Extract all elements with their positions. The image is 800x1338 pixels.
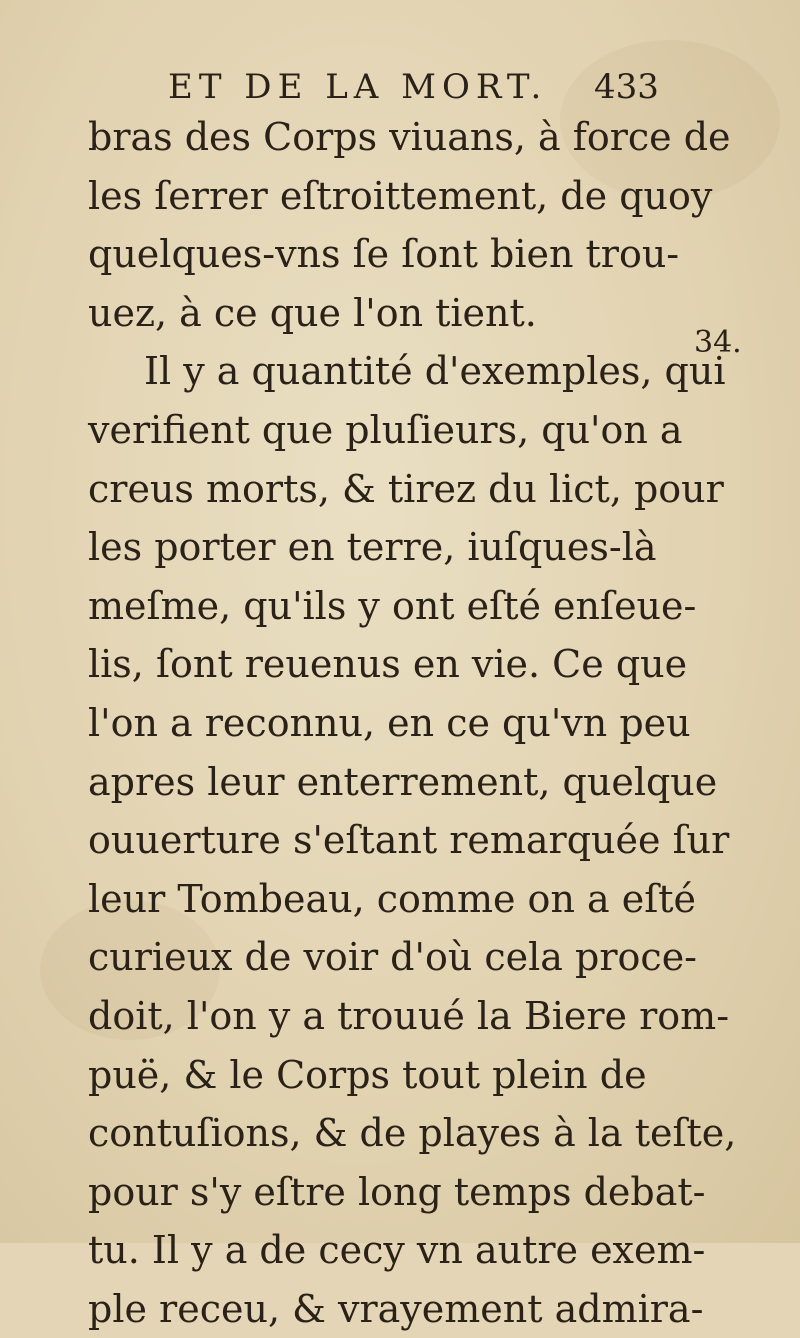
text-line: ouuerture s'eſtant remarquée ſur — [88, 818, 730, 863]
text-line: meſme, qu'ils y ont eſté enſeue- — [88, 583, 697, 628]
text-line: doit, l'on y a trouué la Biere rom- — [88, 993, 730, 1038]
text-line: pour s'y eſtre long temps debat- — [88, 1169, 706, 1214]
text-line: quelques-vns ſe ſont bien trou- — [88, 232, 680, 277]
page-number: 433 — [594, 67, 659, 107]
text-line: ple receu, & vrayement admira- — [88, 1286, 704, 1331]
text-line: uez, à ce que l'on tient. — [88, 290, 537, 335]
text-line: contuſions, & de playes à la teſte, — [88, 1111, 737, 1156]
text-line: creus morts, & tirez du lict, pour — [88, 466, 724, 511]
text-line: apres leur enterrement, quelque — [88, 759, 718, 804]
text-line: curieux de voir d'où cela proce- — [88, 935, 698, 980]
text-line: tu. Il y a de cecy vn autre exem- — [88, 1228, 706, 1273]
text-line: l'on a reconnu, en ce qu'vn peu — [88, 700, 691, 745]
text-line: puë, & le Corps tout plein de — [88, 1052, 647, 1097]
text-line: les ſerrer eſtroittement, de quoy — [88, 173, 713, 218]
text-line: lis, ſont reuenus en vie. Ce que — [88, 642, 688, 687]
page-header — [168, 62, 688, 112]
text-line: bras des Corps viuans, à force de — [88, 115, 731, 159]
running-head: ET DE LA MORT. — [168, 67, 548, 107]
text-line: les porter en terre, iuſques-là — [88, 525, 657, 570]
margin-note: 34. — [694, 325, 742, 360]
text-line: leur Tombeau, comme on a eſté — [88, 876, 697, 921]
text-line: verifient que pluſieurs, qu'on a — [88, 407, 683, 452]
text-line: Il y a quantité d'exemples, qui — [144, 349, 726, 394]
